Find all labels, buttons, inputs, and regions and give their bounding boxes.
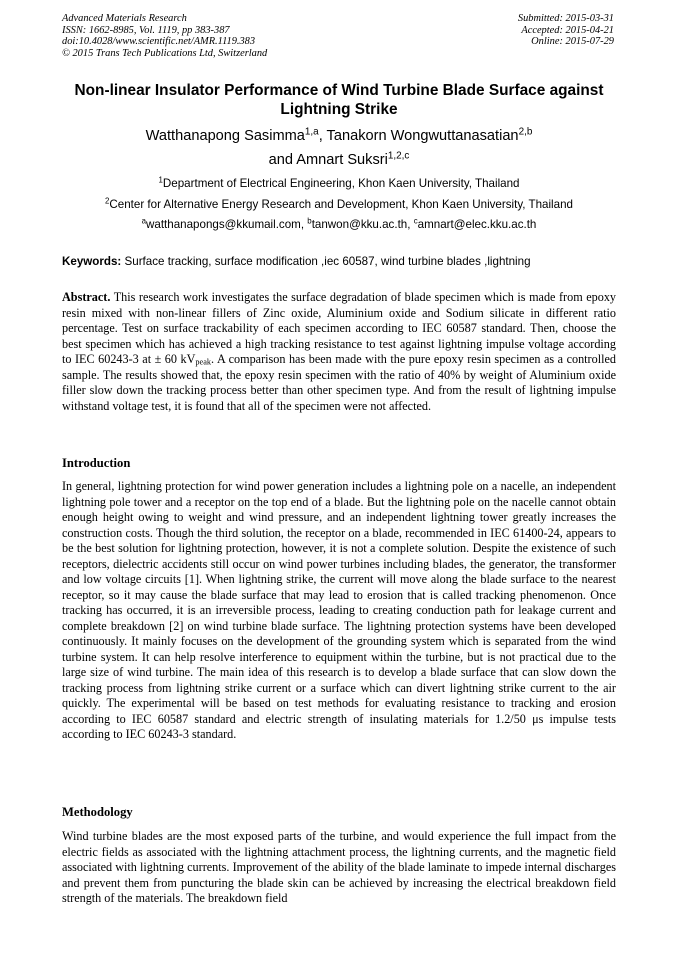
keywords (62, 255, 618, 269)
methodology-text: Wind turbine blades are the most exposed parts of the turbine, and would experience the full impact from the electric fields as associated with the lightning attachment process, the lightning currents, and the magnetic field associated with lightning currents. Improvement of the ability of the blade laminate to impede internal discharges and prevent them from puncturing the blade skin can be achieved by increasing the electrical breakdown field strength of the materials. The breakdown field (62, 829, 616, 905)
abstract (62, 290, 616, 414)
author-affil-mark: 1,2,c (387, 150, 410, 162)
journal-doi: doi:10.4028/www.scientific.net/AMR.1119.383 (62, 36, 256, 48)
author-affil-mark: 2,b (518, 126, 533, 138)
email-link[interactable]: amnart@elec.kku.ac.th (417, 218, 537, 231)
email-mark: a (141, 216, 146, 226)
email-mark: b (307, 216, 312, 226)
abstract-text: This research work investigates the surface degradation of blade specimen which is made from epoxy resin mixed with non-linear fillers of Zinc oxide, Aluminium oxide and Sodium silicate in different ratio percentage. Test on surface trackability of each specimen according to IEC 60587 standard. Then, choose the best specimen which has achieved a high tracking resistance to test against lightning impulse voltage according to IEC 60243-3 at ± 60 kV (62, 290, 617, 366)
abstract-label: Abstract. (62, 290, 111, 304)
affiliation-text: Department of Electrical Engineering, Khon Kaen University, Thailand (162, 177, 520, 190)
introduction-heading: Introduction (62, 456, 131, 470)
email-link[interactable]: tanwon@kku.ac.th (311, 218, 408, 231)
introduction-text: In general, lightning protection for wind power generation includes a lightning pole on a nacelle, an independent lightning pole tower and a receptor on the top end of a blade. But the lightning pole on the nacelle cannot obtain enough height owing to weight and wind pressure, and an independent lightning tower greatly increases the construction costs. Though the third solution, the receptor on a blade, recommended in IEC 61400-24, appears to be the best solution for lightning protection, however, it is not a complete solution. Despite the existence of such receptors, dielectric accidents still occur on wind power turbines including blades, the generator, the transformer and low voltage circuits [1]. When lightning strike, the current will move along the blade surface to the nearest receptor, so it may cause the blade surface that may lead to erosion that is called tracking phenomenon. Once tracking has occurred, it is an irreversible process, leading to creating conduction path for leakage current and complete breakdown [2] on wind turbine blade surface. The lightning protection systems have been developed continuously. It mainly focuses on the development of the grounding system which is separated from the wind turbine system. It can help resolve interference to equipment within the turbine, but is not practical due to the large size of wind turbine. The main idea of this research is to develop a blade surface that can slow down the tracking process from lightning strike current or a surface which can divert lightning strike current to the air quickly. The experimental will be based on test methods for evaluating resistance to tracking and erosion according to IEC 60587 standard and electric strength of insulating materials for 1.2/50 μs impulse tests according to IEC 60243-3 standard. (62, 479, 616, 741)
journal-name: Advanced Materials Research (62, 13, 187, 24)
author-affil-mark: 1,a (304, 126, 319, 138)
journal-issn: ISSN: 1662-8985, Vol. 1119, pp 383-387 (62, 24, 230, 36)
accepted-date: Accepted: 2015-04-21 (521, 24, 614, 36)
journal-copyright: © 2015 Trans Tech Publications Ltd, Switzerland (62, 47, 268, 59)
affiliation-mark: 2 (105, 196, 110, 206)
keywords-text: Surface tracking, surface modification ,iec 60587, wind turbine blades ,lightning (124, 255, 531, 268)
author-list: Watthanapong Sasimma$^{1,a}$, Tanakorn Wongwuttanasatian$^{2,b}$ and Amnart Suksri$^{1,2,c}$ (145, 126, 533, 168)
affiliation-mark: 1 (158, 175, 163, 185)
affiliation (40, 177, 638, 191)
journal-info (62, 13, 267, 59)
author-name: Tanakorn Wongwuttanasatian (326, 128, 519, 144)
affiliation (40, 198, 638, 212)
methodology-heading: Methodology (62, 805, 133, 819)
keywords-label: Keywords: (62, 255, 122, 268)
abstract-text-continued: . A comparison has been made with the pure epoxy resin specimen as a controlled sample. The results showed that, the epoxy resin specimen with the ratio of 40% by weight of Aluminium oxide filler slow down the tracking process better than other specimen type. And from the result of lightning impulse withstand voltage test, it is found that all of the specimen were not affected. (62, 352, 616, 413)
author-name: Watthanapong Sasimma (145, 128, 305, 144)
author-emails: $^a$watthanapongs@kkumail.com, $^b$tanwon@kku.ac.th, $^c$amnart@elec.kku.ac.th (141, 216, 537, 231)
affiliation-text: Center for Alternative Energy Research and Development, Khon Kaen University, Thailand (109, 198, 573, 211)
author-name: and Amnart Suksri (268, 152, 388, 168)
submitted-date: Submitted: 2015-03-31 (517, 13, 614, 24)
email-mark: c (413, 216, 418, 226)
paper-title: Non-linear Insulator Performance of Wind Turbine Blade Surface against Lightning Strike (74, 82, 604, 118)
email-link[interactable]: watthanapongs@kkumail.com (146, 218, 301, 231)
publication-dates (518, 13, 614, 48)
online-date: Online: 2015-07-29 (531, 36, 614, 48)
abstract-subscript: peak (195, 357, 212, 367)
